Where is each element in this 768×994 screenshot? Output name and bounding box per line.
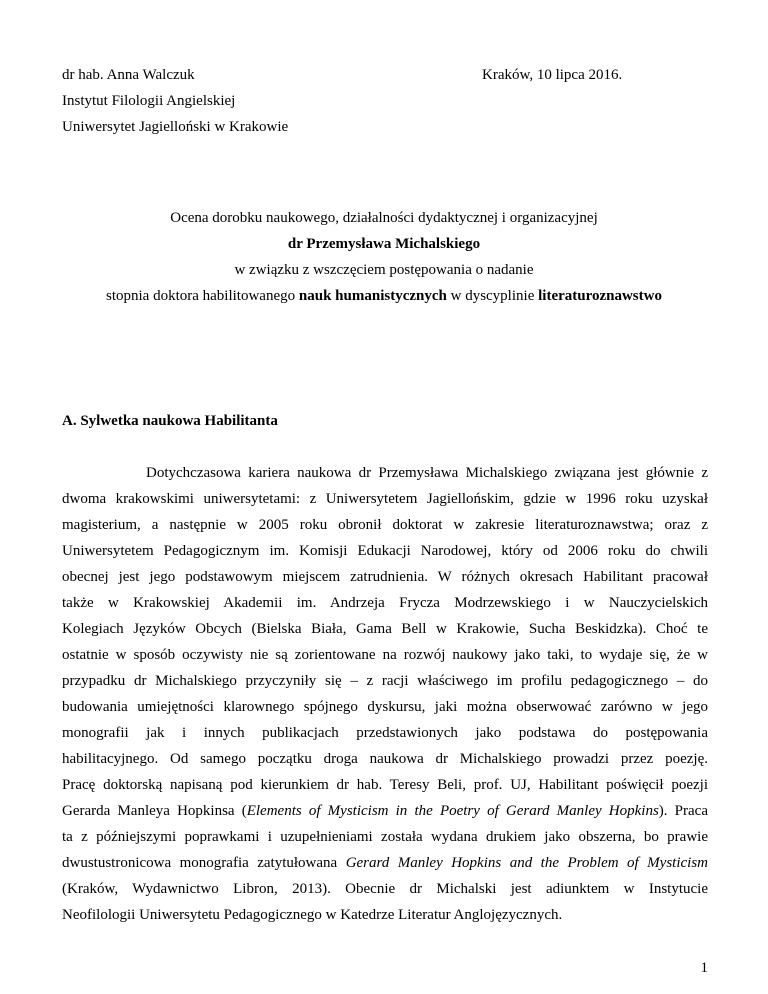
document-title-line-4 bbox=[0, 287, 768, 305]
paragraph-line: Dotychczasowa kariera naukowa dr Przemysława Michalskiego związana jest głównie z bbox=[146, 465, 708, 481]
university-name: Uniwersytet Jagielloński w Krakowie bbox=[62, 119, 289, 135]
line-14-prefix: Gerarda Manleya Hopkinsa ( bbox=[62, 803, 247, 819]
page-number: 1 bbox=[700, 960, 708, 976]
paragraph-line: Pracę doktorską napisaną pod kierunkiem dr hab. Teresy Beli, prof. UJ, Habilitant poświęcił poezji bbox=[62, 777, 708, 793]
document-title-line-1: Ocena dorobku naukowego, działalności dydaktycznej i organizacyjnej bbox=[170, 210, 598, 226]
paragraph-line: obecnej jest jego podstawowym miejscem zatrudnienia. W różnych okresach Habilitant pracował bbox=[62, 569, 708, 585]
paragraph-line: magisterium, a następnie w 2005 roku obronił doktorat w zakresie literaturoznawstwa; oraz z bbox=[62, 517, 708, 533]
paragraph-line bbox=[62, 802, 708, 820]
paragraph-line: przypadku dr Michalskiego przyczyniły się – z racji właściwego im profilu pedagogicznego – do bbox=[62, 673, 708, 689]
title-line-4-mid: w dyscyplinie bbox=[446, 288, 539, 304]
section-a-heading-text: A. Sylwetka naukowa Habilitanta bbox=[62, 413, 278, 429]
field-name: nauk humanistycznych bbox=[298, 288, 447, 304]
discipline-name: literaturoznawstwo bbox=[538, 288, 662, 304]
line-14-suffix: ). Praca bbox=[658, 803, 708, 819]
monograph-title: Gerard Manley Hopkins and the Problem of Mysticism bbox=[345, 855, 708, 871]
paragraph-line: także w Krakowskiej Akademii im. Andrzeja Frycza Modrzewskiego i w Nauczycielskich bbox=[62, 595, 708, 611]
candidate-name-text: dr Przemysława Michalskiego bbox=[287, 236, 481, 252]
paragraph-line: dwoma krakowskimi uniwersytetami: z Uniwersytetem Jagiellońskim, gdzie w 1996 roku uzyskał bbox=[62, 491, 708, 507]
paragraph-line: monografii jak i innych publikacjach przedstawionych jako podstawa do postępowania bbox=[62, 725, 708, 741]
place-date: Kraków, 10 lipca 2016. bbox=[482, 67, 623, 83]
paragraph-line: Neofilologii Uniwersytetu Pedagogicznego w Katedrze Literatur Anglojęzycznych. bbox=[62, 907, 563, 923]
thesis-title: Elements of Mysticism in the Poetry of Gerard Manley Hopkins bbox=[246, 803, 659, 819]
document-title-line-3: w związku z wszczęciem postępowania o nadanie bbox=[234, 262, 534, 278]
institute-name: Instytut Filologii Angielskiej bbox=[62, 93, 236, 109]
section-a-heading bbox=[62, 412, 278, 430]
author-name: dr hab. Anna Walczuk bbox=[62, 67, 195, 83]
paragraph-line: Uniwersytetem Pedagogicznym im. Komisji Edukacji Narodowej, który od 2006 roku do chwili bbox=[62, 543, 708, 559]
paragraph-line bbox=[62, 854, 708, 872]
title-line-4-prefix: stopnia doktora habilitowanego bbox=[106, 288, 299, 304]
line-16-prefix: dwustustronicowa monografia zatytułowana bbox=[62, 855, 346, 871]
paragraph-line: Kolegiach Języków Obcych (Bielska Biała, Gama Bell w Krakowie, Sucha Beskidzka). Choć te bbox=[62, 621, 708, 637]
paragraph-line: ta z późniejszymi poprawkami i uzupełnieniami została wydana drukiem jako obszerna, bo prawie bbox=[62, 829, 708, 845]
candidate-name bbox=[0, 235, 768, 253]
paragraph-line: ostatnie w sposób oczywisty nie są zorientowane na rozwój naukowy jako taki, to wydaje się, że w bbox=[62, 647, 708, 663]
paragraph-line: (Kraków, Wydawnictwo Libron, 2013). Obecnie dr Michalski jest adiunktem w Instytucie bbox=[62, 881, 708, 897]
paragraph-line: budowania umiejętności klarownego spójnego dyskursu, jaki można obserwować zarówno w jego bbox=[62, 699, 708, 715]
paragraph-line: habilitacyjnego. Od samego początku droga naukowa dr Michalskiego prowadzi przez poezję. bbox=[62, 751, 708, 767]
